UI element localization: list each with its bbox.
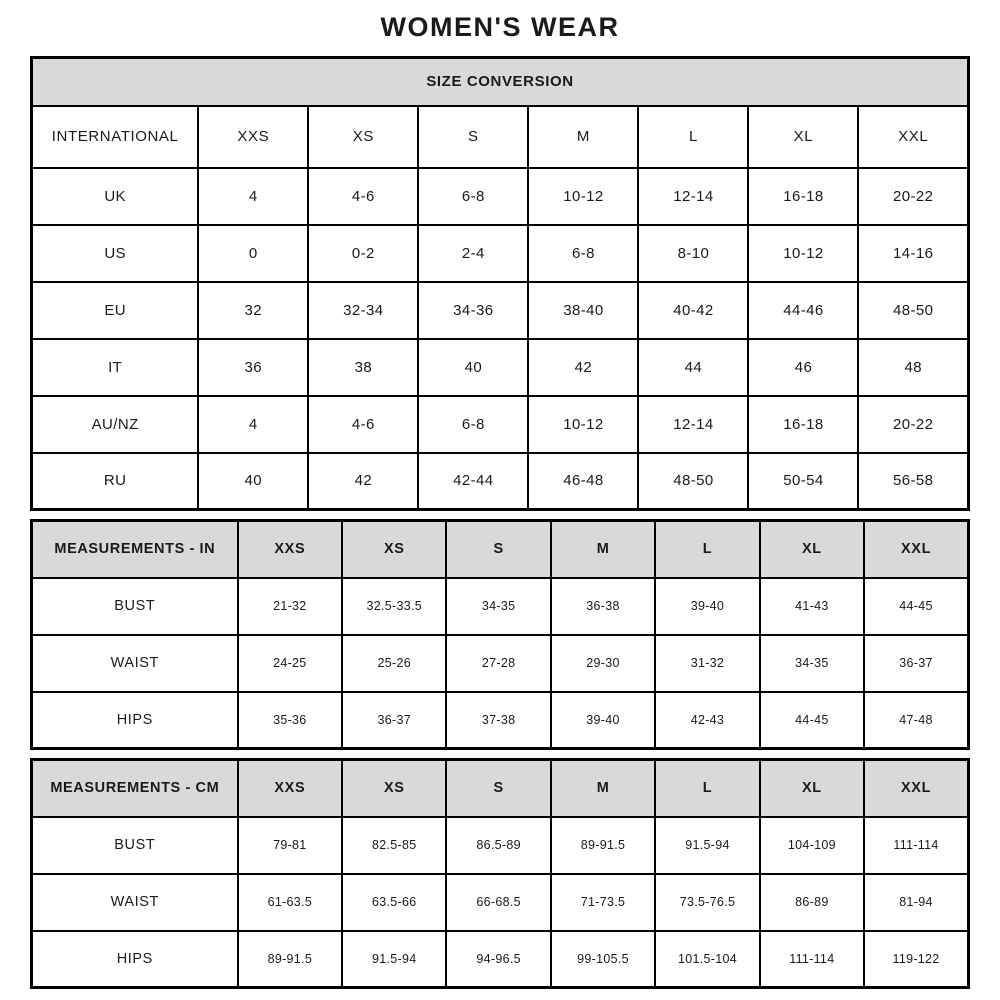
- measurements-cm-table: [30, 758, 970, 989]
- value-cell: 16-18: [748, 168, 858, 225]
- table-row: [32, 578, 969, 635]
- size-column-header: XXL: [864, 760, 968, 817]
- size-column-header: L: [655, 521, 759, 578]
- value-cell: 20-22: [858, 168, 968, 225]
- value-cell: 56-58: [858, 453, 968, 510]
- value-cell: 73.5-76.5: [655, 874, 759, 931]
- size-column-header: XL: [760, 521, 864, 578]
- size-column-header: XXL: [858, 106, 968, 168]
- row-label: US: [32, 225, 199, 282]
- value-cell: 4: [198, 168, 308, 225]
- table-header-row: [32, 760, 969, 817]
- page-title: WOMEN'S WEAR: [380, 12, 620, 42]
- size-column-header: XXS: [198, 106, 308, 168]
- value-cell: 99-105.5: [551, 931, 655, 988]
- table-row: [32, 817, 969, 874]
- value-cell: 0-2: [308, 225, 418, 282]
- value-cell: 21-32: [238, 578, 342, 635]
- value-cell: 40-42: [638, 282, 748, 339]
- value-cell: 32.5-33.5: [342, 578, 446, 635]
- value-cell: 79-81: [238, 817, 342, 874]
- table-row: [32, 635, 969, 692]
- value-cell: 25-26: [342, 635, 446, 692]
- size-column-header: M: [551, 521, 655, 578]
- value-cell: 44-45: [864, 578, 968, 635]
- table-row: [32, 453, 969, 510]
- size-column-header: XXS: [238, 521, 342, 578]
- value-cell: 16-18: [748, 396, 858, 453]
- size-chart-page: [30, 0, 970, 989]
- value-cell: 50-54: [748, 453, 858, 510]
- row-label: HIPS: [32, 692, 238, 749]
- table-row: [32, 282, 969, 339]
- size-column-header: XL: [760, 760, 864, 817]
- value-cell: 86-89: [760, 874, 864, 931]
- row-label: AU/NZ: [32, 396, 199, 453]
- value-cell: 20-22: [858, 396, 968, 453]
- value-cell: 29-30: [551, 635, 655, 692]
- value-cell: 36: [198, 339, 308, 396]
- size-column-header: XS: [308, 106, 418, 168]
- table-row: [32, 339, 969, 396]
- value-cell: 38-40: [528, 282, 638, 339]
- value-cell: 4-6: [308, 396, 418, 453]
- value-cell: 10-12: [748, 225, 858, 282]
- table-row: [32, 931, 969, 988]
- value-cell: 36-37: [342, 692, 446, 749]
- value-cell: 44-45: [760, 692, 864, 749]
- value-cell: 61-63.5: [238, 874, 342, 931]
- table-header-row: [32, 521, 969, 578]
- value-cell: 42-43: [655, 692, 759, 749]
- value-cell: 34-35: [446, 578, 550, 635]
- table-row: [32, 225, 969, 282]
- value-cell: 10-12: [528, 396, 638, 453]
- size-conversion-table: [30, 56, 970, 511]
- value-cell: 111-114: [864, 817, 968, 874]
- value-cell: 91.5-94: [342, 931, 446, 988]
- value-cell: 47-48: [864, 692, 968, 749]
- row-header-label: INTERNATIONAL: [32, 106, 199, 168]
- value-cell: 32: [198, 282, 308, 339]
- table-row: [32, 168, 969, 225]
- value-cell: 34-36: [418, 282, 528, 339]
- value-cell: 82.5-85: [342, 817, 446, 874]
- value-cell: 41-43: [760, 578, 864, 635]
- value-cell: 12-14: [638, 396, 748, 453]
- value-cell: 46: [748, 339, 858, 396]
- value-cell: 63.5-66: [342, 874, 446, 931]
- value-cell: 14-16: [858, 225, 968, 282]
- table-row: [32, 692, 969, 749]
- value-cell: 71-73.5: [551, 874, 655, 931]
- size-column-header: M: [528, 106, 638, 168]
- value-cell: 42: [528, 339, 638, 396]
- value-cell: 42-44: [418, 453, 528, 510]
- table-row: [32, 396, 969, 453]
- value-cell: 94-96.5: [446, 931, 550, 988]
- value-cell: 44-46: [748, 282, 858, 339]
- row-header-label: MEASUREMENTS - CM: [32, 760, 238, 817]
- value-cell: 6-8: [418, 168, 528, 225]
- value-cell: 2-4: [418, 225, 528, 282]
- value-cell: 24-25: [238, 635, 342, 692]
- row-header-label: MEASUREMENTS - IN: [32, 521, 238, 578]
- size-column-header: XXL: [864, 521, 968, 578]
- size-column-header: XL: [748, 106, 858, 168]
- value-cell: 40: [418, 339, 528, 396]
- row-label: IT: [32, 339, 199, 396]
- row-label: UK: [32, 168, 199, 225]
- value-cell: 89-91.5: [551, 817, 655, 874]
- row-label: EU: [32, 282, 199, 339]
- value-cell: 48-50: [638, 453, 748, 510]
- value-cell: 104-109: [760, 817, 864, 874]
- value-cell: 39-40: [655, 578, 759, 635]
- row-label: RU: [32, 453, 199, 510]
- size-column-header: S: [446, 760, 550, 817]
- value-cell: 38: [308, 339, 418, 396]
- size-column-header: M: [551, 760, 655, 817]
- value-cell: 91.5-94: [655, 817, 759, 874]
- row-label: HIPS: [32, 931, 238, 988]
- value-cell: 10-12: [528, 168, 638, 225]
- value-cell: 39-40: [551, 692, 655, 749]
- table-title-row: [32, 58, 969, 106]
- value-cell: 12-14: [638, 168, 748, 225]
- value-cell: 48: [858, 339, 968, 396]
- value-cell: 32-34: [308, 282, 418, 339]
- value-cell: 86.5-89: [446, 817, 550, 874]
- size-column-header: L: [655, 760, 759, 817]
- value-cell: 35-36: [238, 692, 342, 749]
- value-cell: 36-38: [551, 578, 655, 635]
- value-cell: 111-114: [760, 931, 864, 988]
- row-label: WAIST: [32, 874, 238, 931]
- size-column-header: XS: [342, 760, 446, 817]
- table-row: [32, 874, 969, 931]
- row-label: BUST: [32, 578, 238, 635]
- value-cell: 6-8: [528, 225, 638, 282]
- table-title: SIZE CONVERSION: [32, 58, 969, 106]
- value-cell: 34-35: [760, 635, 864, 692]
- size-column-header: XXS: [238, 760, 342, 817]
- value-cell: 40: [198, 453, 308, 510]
- value-cell: 81-94: [864, 874, 968, 931]
- value-cell: 4: [198, 396, 308, 453]
- value-cell: 42: [308, 453, 418, 510]
- value-cell: 48-50: [858, 282, 968, 339]
- value-cell: 46-48: [528, 453, 638, 510]
- value-cell: 0: [198, 225, 308, 282]
- value-cell: 27-28: [446, 635, 550, 692]
- size-column-header: S: [446, 521, 550, 578]
- size-column-header: S: [418, 106, 528, 168]
- value-cell: 4-6: [308, 168, 418, 225]
- value-cell: 8-10: [638, 225, 748, 282]
- value-cell: 101.5-104: [655, 931, 759, 988]
- row-label: WAIST: [32, 635, 238, 692]
- value-cell: 66-68.5: [446, 874, 550, 931]
- measurements-in-table: [30, 519, 970, 750]
- size-column-header: L: [638, 106, 748, 168]
- value-cell: 44: [638, 339, 748, 396]
- value-cell: 6-8: [418, 396, 528, 453]
- value-cell: 36-37: [864, 635, 968, 692]
- value-cell: 31-32: [655, 635, 759, 692]
- value-cell: 89-91.5: [238, 931, 342, 988]
- value-cell: 119-122: [864, 931, 968, 988]
- row-label: BUST: [32, 817, 238, 874]
- value-cell: 37-38: [446, 692, 550, 749]
- table-header-row: [32, 106, 969, 168]
- size-column-header: XS: [342, 521, 446, 578]
